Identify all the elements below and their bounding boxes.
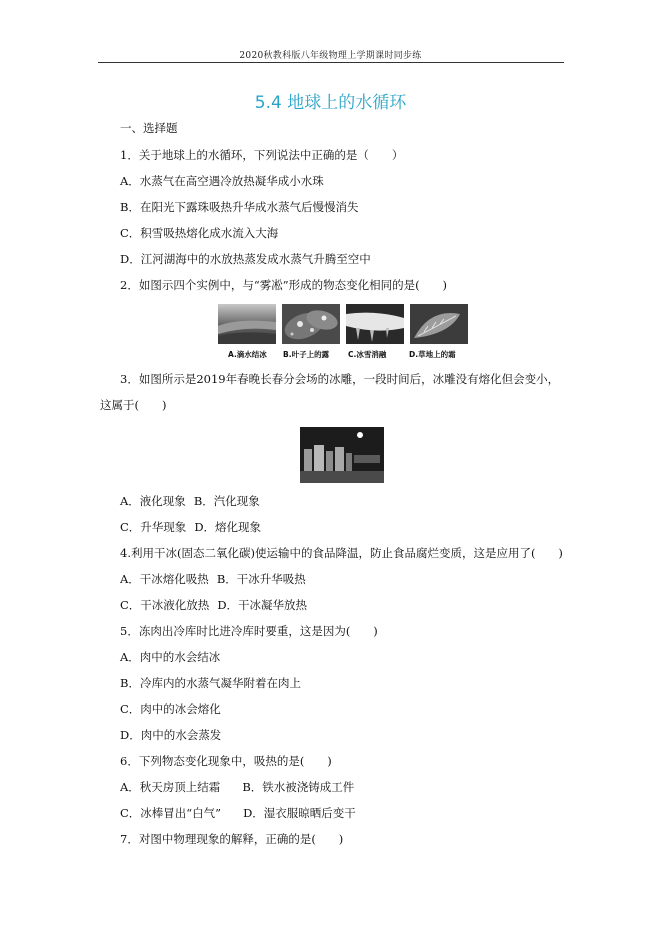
- q4-option-a: A．干冰熔化吸热: [120, 572, 209, 586]
- q2-caption-b: B.叶子上的露: [283, 350, 330, 359]
- section-heading: 一、选择题: [120, 121, 178, 135]
- q3-option-d: D．熔化现象: [194, 520, 262, 534]
- q4-stem: 4.利用干冰(固态二氧化碳)使运输中的食品降温，防止食品腐烂变质，这是应用了( ): [120, 546, 563, 560]
- photo-leaf-dew: [282, 304, 340, 344]
- photo-melting-snow: [346, 304, 404, 344]
- photo-frost-grass: [410, 304, 468, 344]
- q6-options-row2: [120, 805, 356, 821]
- q3-options-row1: [120, 493, 260, 509]
- q7-stem: 7．对图中物理现象的解释，正确的是( ): [120, 832, 344, 846]
- q1-option-d: D．江河湖海中的水放热蒸发成水蒸气升腾至空中: [120, 252, 371, 266]
- q4-option-d: D．干冰凝华放热: [217, 598, 308, 612]
- q2-stem: 2．如图示四个实例中，与“雾凇”形成的物态变化相同的是( ): [120, 278, 448, 292]
- q1-option-a: A．水蒸气在高空遇冷放热凝华成小水珠: [120, 174, 324, 188]
- q6-option-a: A．秋天房顶上结霜: [120, 780, 221, 794]
- q6-stem: 6．下列物态变化现象中，吸热的是( ): [120, 754, 332, 768]
- q4-option-b: B．干冰升华吸热: [216, 572, 306, 586]
- q5-option-b: B．冷库内的水蒸气凝华附着在肉上: [120, 676, 301, 690]
- q1-option-c: C．积雪吸热熔化成水流入大海: [120, 226, 279, 240]
- q5-option-d: D．肉中的水会蒸发: [120, 728, 222, 742]
- header-divider: [98, 62, 564, 63]
- q3-options-row2: [120, 519, 261, 535]
- page-title: 5.4 地球上的水循环: [254, 93, 407, 113]
- q5-option-c: C．肉中的冰会熔化: [120, 702, 221, 716]
- q6-option-b: B．铁水被浇铸成工件: [242, 780, 355, 794]
- photo-dripping-ice: [218, 304, 276, 344]
- q5-stem: 5．冻肉出冷库时比进冷库时要重，这是因为( ): [120, 624, 378, 638]
- photo-ice-sculpture: [300, 427, 384, 483]
- q4-options-row1: [120, 571, 306, 587]
- q2-caption-a: A.滴水结冰: [228, 350, 267, 359]
- q3-stem-line2: 这属于( ): [100, 398, 167, 412]
- q5-option-a: A．肉中的水会结冰: [120, 650, 221, 664]
- q1-option-b: B．在阳光下露珠吸热升华成水蒸气后慢慢消失: [120, 200, 359, 214]
- page-header: 2020秋教科版八年级物理上学期课时同步练: [239, 51, 422, 61]
- q3-option-c: C．升华现象: [120, 520, 187, 534]
- q3-stem-line1: 3．如图所示是2019年春晚长春分会场的冰雕，一段时间后，冰雕没有熔化但会变小，: [120, 372, 560, 386]
- q3-option-a: A．液化现象: [120, 494, 186, 508]
- q6-option-d: D．湿衣服晾晒后变干: [243, 806, 356, 820]
- q3-option-b: B．汽化现象: [193, 494, 260, 508]
- q2-photo-strip: [218, 304, 468, 364]
- q2-caption-c: C.冰雪消融: [348, 350, 387, 359]
- q4-option-c: C．干冰液化放热: [120, 598, 210, 612]
- q2-caption-d: D.草地上的霜: [409, 350, 456, 359]
- q1-stem: 1．关于地球上的水循环，下列说法中正确的是（ ）: [120, 148, 404, 162]
- q6-options-row1: [120, 779, 354, 795]
- q4-options-row2: [120, 597, 307, 613]
- q6-option-c: C．冰棒冒出“白气”: [120, 806, 222, 820]
